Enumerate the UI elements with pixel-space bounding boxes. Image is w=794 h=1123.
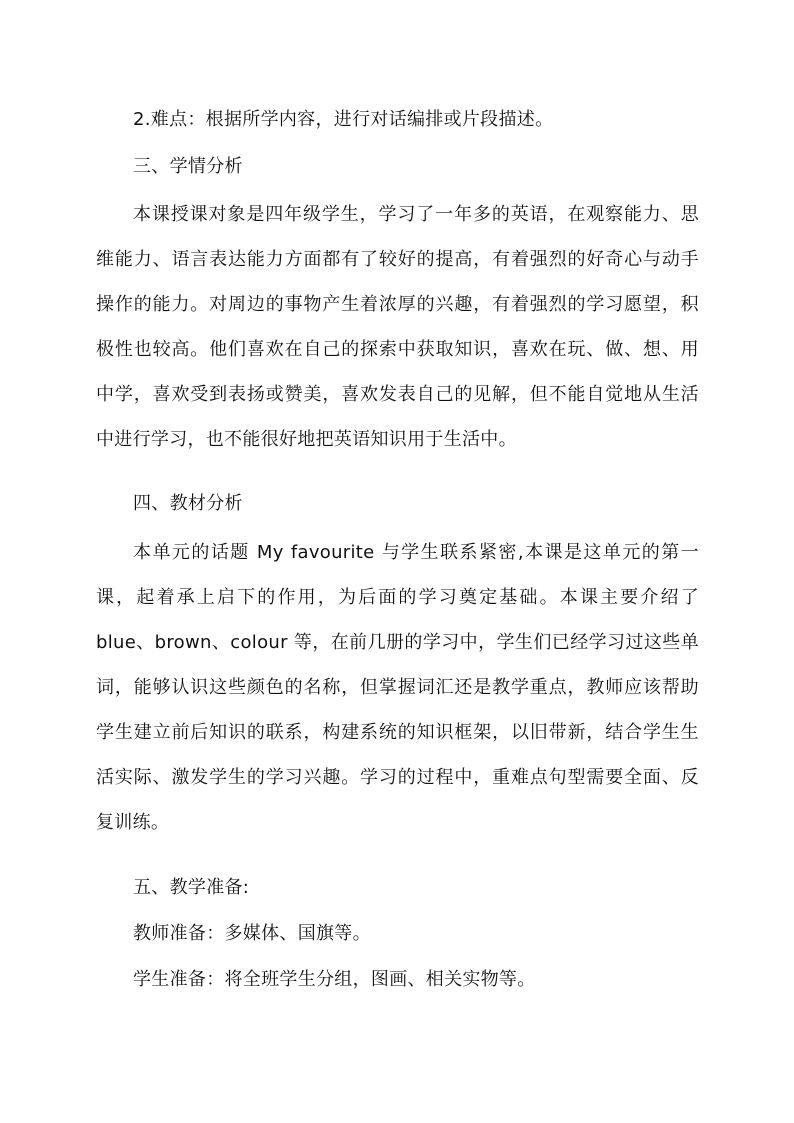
section-heading-learning-analysis: 三、学情分析 [133,156,243,177]
difficulty-line: 2.难点：根据所学内容，进行对话编排或片段描述。 [133,109,554,130]
section-heading-material-analysis: 四、教材分析 [133,493,243,514]
section-heading-teaching-preparation: 五、教学准备: [133,877,250,898]
material-analysis-paragraph: 本单元的话题 My favourite 与学生联系紧密,本课是这单元的第一课，起着承上启下的作用，为后面的学习奠定基础。本课主要介绍了 blue、brown、colour 等，在前几册的学习中，学生们已经学习过这些单词，能够认识这些颜色的名称，但掌握词汇还是教学重点，教师应该帮助学生建立前后知识的联系，构建系统的知识框架，以旧带新，结合学生生活实际、激发学生的学习兴趣。学习的过程中，重难点句型需要全面、反复训练。 [96,542,699,833]
student-preparation-line: 学生准备：将全班学生分组，图画、相关实物等。 [133,969,536,990]
learning-analysis-paragraph: 本课授课对象是四年级学生，学习了一年多的英语，在观察能力、思维能力、语言表达能力方面都有了较好的提高，有着强烈的好奇心与动手操作的能力。对周边的事物产生着浓厚的兴趣，有着强烈的学习愿望，积极性也较高。他们喜欢在自己的探索中获取知识，喜欢在玩、做、想、用中学，喜欢受到表扬或赞美，喜欢发表自己的见解，但不能自觉地从生活中进行学习，也不能很好地把英语知识用于生活中。 [96,204,699,450]
teacher-preparation-line: 教师准备：多媒体、国旗等。 [133,923,371,944]
